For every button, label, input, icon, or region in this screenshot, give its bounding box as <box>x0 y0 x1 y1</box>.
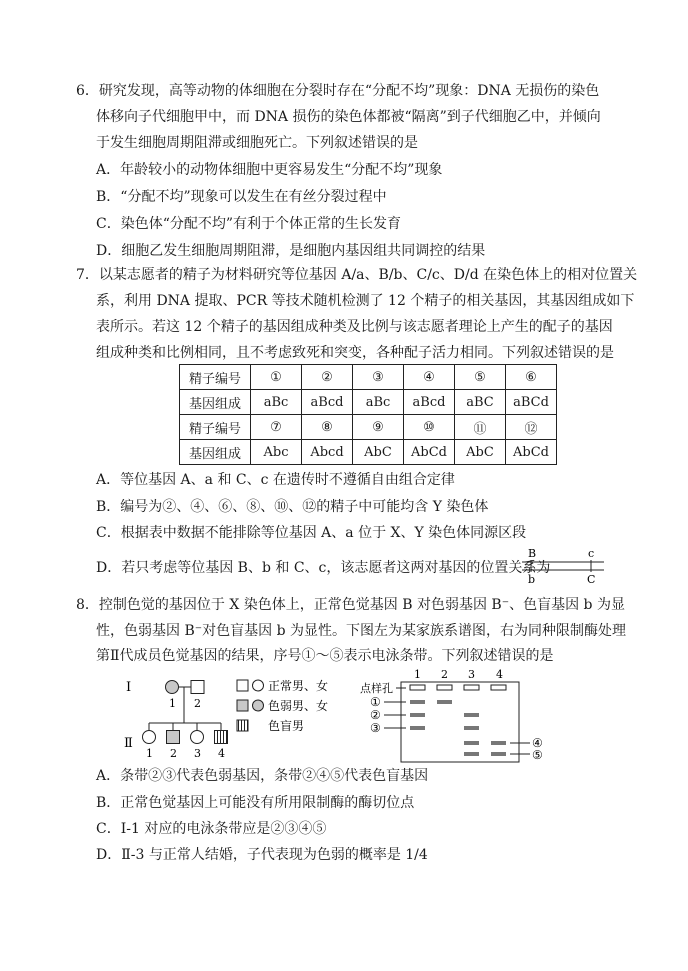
table-cell: aBC <box>455 390 506 415</box>
table-cell: ① <box>251 365 302 390</box>
pedigree-ii3-female-normal <box>191 731 204 744</box>
q8-stem-line-2: 性，色弱基因 B⁻对色盲基因 b 为显性。下图左为某家族系谱图，右为同种限制酶处理 <box>96 623 626 639</box>
band-lane3-5 <box>464 752 479 756</box>
table-cell: aBcd <box>404 390 455 415</box>
pedigree-ii4-male-colorblind <box>215 731 228 744</box>
table-cell: ④ <box>404 365 455 390</box>
table-cell: ⑪ <box>455 415 506 440</box>
q8-stem-line-3: 第Ⅱ代成员色觉基因的结果，序号①～⑤表示电泳条带。下列叙述错误的是 <box>96 648 554 664</box>
table-row <box>180 415 557 440</box>
band-2-label: ② <box>370 708 381 722</box>
table-cell: 精子编号 <box>180 415 251 440</box>
q7-stem-line-1: 7．以某志愿者的精子为材料研究等位基因 A/a、B/b、C/c、D/d 在染色体上的相对位置关 <box>76 267 638 283</box>
pedigree-i1-number: 1 <box>169 697 176 710</box>
table-cell: ③ <box>353 365 404 390</box>
band-1-label: ① <box>370 695 381 709</box>
q6-option-a: A．年龄较小的动物体细胞中更容易发生“分配不均”现象 <box>96 162 443 178</box>
table-cell: AbC <box>353 440 404 465</box>
band-lane2-1 <box>437 700 452 704</box>
band-lane1-1 <box>410 700 425 704</box>
table-cell: ⑧ <box>302 415 353 440</box>
legend-colorweak-male-icon <box>237 700 248 711</box>
band-lane3-4 <box>464 741 479 745</box>
q8-option-d: D．Ⅱ-3 与正常人结婚，子代表现为色弱的概率是 1/4 <box>96 847 428 863</box>
table-cell: 基因组成 <box>180 390 251 415</box>
allele-b-upper-label: B <box>528 547 537 560</box>
table-cell: 精子编号 <box>180 365 251 390</box>
table-cell: ⑥ <box>506 365 557 390</box>
lane-4-label: 4 <box>496 668 503 681</box>
legend-normal-label: 正常男、女 <box>268 679 329 693</box>
gel-well-1 <box>410 685 425 690</box>
pedigree-i1-female-colorweak <box>166 681 179 694</box>
table-cell: ⑫ <box>506 415 557 440</box>
chromosome-diagram <box>520 547 604 589</box>
lane-2-label: 2 <box>441 668 448 681</box>
pedigree-i2-male-normal <box>191 681 204 694</box>
table-cell: ② <box>302 365 353 390</box>
pedigree-chart <box>120 675 350 765</box>
table-cell: aBc <box>353 390 404 415</box>
table-cell: aBCd <box>506 390 557 415</box>
table-cell: Abcd <box>302 440 353 465</box>
table-cell: AbCd <box>404 440 455 465</box>
legend-normal-male-icon <box>237 680 248 691</box>
band-lane1-3 <box>410 726 425 730</box>
legend-colorweak-female-icon <box>253 700 264 711</box>
band-5-label: ⑤ <box>532 748 543 762</box>
q8-stem-line-1: 8．控制色觉的基因位于 X 染色体上，正常色觉基因 B 对色弱基因 B⁻、色盲基因 b 为显 <box>76 597 625 613</box>
band-3-label: ③ <box>370 721 381 735</box>
generation-2-label: Ⅱ <box>124 736 133 751</box>
gel-well-4 <box>491 685 506 690</box>
band-lane4-5 <box>491 752 506 756</box>
pedigree-ii3-number: 3 <box>194 747 201 760</box>
band-lane1-2 <box>410 713 425 717</box>
q7-stem-line-4: 组成种类和比例相同，且不考虑致死和突变，各种配子活力相同。下列叙述错误的是 <box>96 345 614 361</box>
allele-c-upper-label: C <box>587 573 596 586</box>
q6-option-d: D．细胞乙发生细胞周期阻滞，是细胞内基因组共同调控的结果 <box>96 243 486 259</box>
table-cell: AbC <box>455 440 506 465</box>
generation-1-label: Ⅰ <box>126 680 132 695</box>
allele-b-lower-label: b <box>528 573 536 586</box>
pedigree-i2-number: 2 <box>194 697 201 710</box>
band-4-label: ④ <box>532 736 543 750</box>
q6-stem-line-2: 体移向子代细胞甲中，而 DNA 损伤的染色体都被“隔离”到子代细胞乙中，并倾向 <box>96 109 601 125</box>
q7-option-c: C．根据表中数据不能排除等位基因 A、a 位于 X、Y 染色体同源区段 <box>96 525 527 541</box>
table-cell: AbCd <box>506 440 557 465</box>
gel-electrophoresis-diagram <box>358 668 558 764</box>
table-row <box>180 440 557 465</box>
table-cell: aBc <box>251 390 302 415</box>
q8-option-c: C．Ⅰ-1 对应的电泳条带应是②③④⑤ <box>96 821 327 837</box>
q6-option-b: B．“分配不均”现象可以发生在有丝分裂过程中 <box>96 189 387 205</box>
lane-1-label: 1 <box>414 668 421 681</box>
q7-stem-line-3: 表所示。若这 12 个精子的基因组成种类及比例与该志愿者理论上产生的配子的基因 <box>96 319 613 335</box>
pedigree-ii2-male-colorweak <box>167 731 180 744</box>
table-row <box>180 365 557 390</box>
legend-colorblind-label: 色盲男 <box>268 719 305 733</box>
table-cell: 基因组成 <box>180 440 251 465</box>
q6-stem-line-3: 于发生细胞周期阻滞或细胞死亡。下列叙述错误的是 <box>96 135 418 151</box>
band-lane3-2 <box>464 713 479 717</box>
q8-option-a: A．条带②③代表色弱基因，条带②④⑤代表色盲基因 <box>96 768 429 784</box>
q7-stem-line-2: 系，利用 DNA 提取、PCR 等技术随机检测了 12 个精子的相关基因，其基因组成如下 <box>96 293 635 309</box>
gel-well-3 <box>464 685 479 690</box>
q6-option-c: C．染色体“分配不均”有利于个体正常的生长发育 <box>96 216 402 232</box>
pedigree-ii1-number: 1 <box>146 747 153 760</box>
lane-3-label: 3 <box>468 668 475 681</box>
q8-option-b: B．正常色觉基因上可能没有所用限制酶的酶切位点 <box>96 795 415 811</box>
table-cell: ⑤ <box>455 365 506 390</box>
table-row <box>180 390 557 415</box>
table-cell: ⑦ <box>251 415 302 440</box>
well-label: 点样孔 <box>360 682 393 695</box>
gel-frame <box>401 682 519 762</box>
band-lane4-4 <box>491 741 506 745</box>
legend-colorblind-male-icon <box>237 720 248 731</box>
allele-c-lower-label: c <box>588 547 595 560</box>
table-cell: ⑨ <box>353 415 404 440</box>
table-cell: Abc <box>251 440 302 465</box>
sperm-genotype-table <box>179 364 557 465</box>
q7-option-b: B．编号为②、④、⑥、⑧、⑩、⑫的精子中可能均含 Y 染色体 <box>96 499 489 515</box>
q6-stem-line-1: 6．研究发现，高等动物的体细胞在分裂时存在“分配不均”现象：DNA 无损伤的染色 <box>76 83 600 99</box>
pedigree-ii1-female-normal <box>143 731 156 744</box>
table-cell: aBcd <box>302 390 353 415</box>
legend-normal-female-icon <box>253 680 264 691</box>
legend-colorweak-label: 色弱男、女 <box>268 699 329 713</box>
table-cell: ⑩ <box>404 415 455 440</box>
pedigree-ii4-number: 4 <box>218 747 225 760</box>
gel-well-2 <box>437 685 452 690</box>
band-lane3-3 <box>464 726 479 730</box>
pedigree-ii2-number: 2 <box>170 747 177 760</box>
q7-option-d: D．若只考虑等位基因 B、b 和 C、c，该志愿者这两对基因的位置关系为 <box>96 560 551 576</box>
q7-option-a: A．等位基因 A、a 和 C、c 在遗传时不遵循自由组合定律 <box>96 472 455 488</box>
